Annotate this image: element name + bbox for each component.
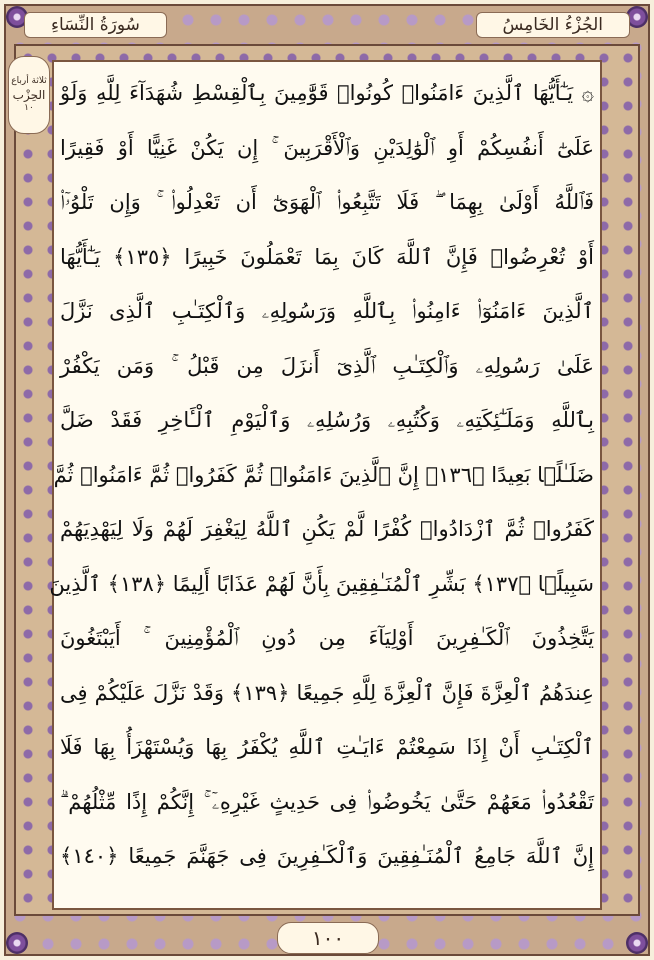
- hizb-quarter-label: ثلاثة أرباع: [11, 76, 47, 87]
- hizb-number: ١٠: [24, 102, 34, 113]
- page-header: [14, 8, 640, 42]
- verse-line: ضَلَـٰلًۢا بَعِيدًا ﴿١٣٦﴾ إِنَّ ٱلَّذِينَ ءَامَنُوا۟ ثُمَّ كَفَرُوا۟ ثُمَّ ءَامَنُوا۟ ثُمَّ: [53, 462, 594, 487]
- juz-name: الجُزْءُ الخَامِسُ: [476, 12, 631, 38]
- hizb-label: الحِزْب: [12, 87, 46, 102]
- page-number: ١٠٠: [277, 922, 379, 954]
- verse-line: سَبِيلًۢا ﴿١٣٧﴾ بَشِّرِ ٱلْمُنَـٰفِقِينَ بِأَنَّ لَهُمْ عَذَابًا أَلِيمًا ﴿١٣٨﴾ ٱلَّذِينَ: [49, 571, 594, 596]
- verse-line: فَٱللَّهُ أَوْلَىٰ بِهِمَا ۖ فَلَا تَتَّبِعُوا۟ ٱلْهَوَىٰٓ أَن تَعْدِلُوا۟ ۚ وَإِن تَلْوُۥٓا۟: [60, 190, 594, 214]
- verse-line: ٱلْكِتَـٰبِ أَنْ إِذَا سَمِعْتُمْ ءَايَـٰتِ ٱللَّهِ يُكْفَرُ بِهَا وَيُسْتَهْزَأُ بِهَا فَلَا: [60, 735, 594, 759]
- verse-line: كَفَرُوا۟ ثُمَّ ٱزْدَادُوا۟ كُفْرًا لَّمْ يَكُنِ ٱللَّهُ لِيَغْفِرَ لَهُمْ وَلَا لِيَهْدِيَهُمْ: [60, 517, 594, 541]
- hizb-marker: [8, 56, 50, 134]
- verse-line: إِنَّ ٱللَّهَ جَامِعُ ٱلْمُنَـٰفِقِينَ وَٱلْكَـٰفِرِينَ فِى جَهَنَّمَ جَمِيعًا ﴿١٤٠﴾: [60, 844, 594, 868]
- verse-line: يَتَّخِذُونَ ٱلْكَـٰفِرِينَ أَوْلِيَآءَ مِن دُونِ ٱلْمُؤْمِنِينَ ۚ أَيَبْتَغُونَ: [60, 626, 594, 650]
- verse-line: تَقْعُدُوا۟ مَعَهُمْ حَتَّىٰ يَخُوضُوا۟ فِى حَدِيثٍ غَيْرِهِۦٓ ۚ إِنَّكُمْ إِذًا مِّثْلُهُمْ ۗ: [60, 789, 594, 814]
- verse-line: بِٱللَّهِ وَمَلَـٰٓئِكَتِهِۦ وَكُتُبِهِۦ وَرُسُلِهِۦ وَٱلْيَوْمِ ٱلْـَٔاخِرِ فَقَدْ ضَلَّ: [60, 408, 594, 432]
- verse-lines: [49, 66, 594, 884]
- verse-line: عِندَهُمُ ٱلْعِزَّةَ فَإِنَّ ٱلْعِزَّةَ لِلَّهِ جَمِيعًا ﴿١٣٩﴾ وَقَدْ نَزَّلَ عَلَيْكُمْ فِى: [60, 680, 594, 705]
- surah-name: سُورَةُ النِّسَاءِ: [24, 12, 167, 38]
- verse-line: أَوْ تُعْرِضُوا۟ فَإِنَّ ٱللَّهَ كَانَ بِمَا تَعْمَلُونَ خَبِيرًا ﴿١٣٥﴾ يَـٰٓأَيُّهَا: [60, 244, 594, 269]
- verse-line: عَلَىٰ رَسُولِهِۦ وَٱلْكِتَـٰبِ ٱلَّذِىٓ أَنزَلَ مِن قَبْلُ ۚ وَمَن يَكْفُرْ: [60, 353, 594, 378]
- verse-line: ۞ يَـٰٓأَيُّهَا ٱلَّذِينَ ءَامَنُوا۟ كُونُوا۟ قَوَّٰمِينَ بِٱلْقِسْطِ شُهَدَآءَ لِلَّهِ وَلَوْ: [60, 81, 594, 105]
- corner-flower-icon: [626, 932, 648, 954]
- verse-line: عَلَىٰٓ أَنفُسِكُمْ أَوِ ٱلْوَٰلِدَيْنِ وَٱلْأَقْرَبِينَ ۚ إِن يَكُنْ غَنِيًّا أَوْ فَقِيرًا: [60, 135, 594, 160]
- corner-flower-icon: [6, 932, 28, 954]
- verse-line: ٱلَّذِينَ ءَامَنُوٓا۟ ءَامِنُوا۟ بِٱللَّهِ وَرَسُولِهِۦ وَٱلْكِتَـٰبِ ٱلَّذِى نَزَّلَ: [60, 299, 594, 323]
